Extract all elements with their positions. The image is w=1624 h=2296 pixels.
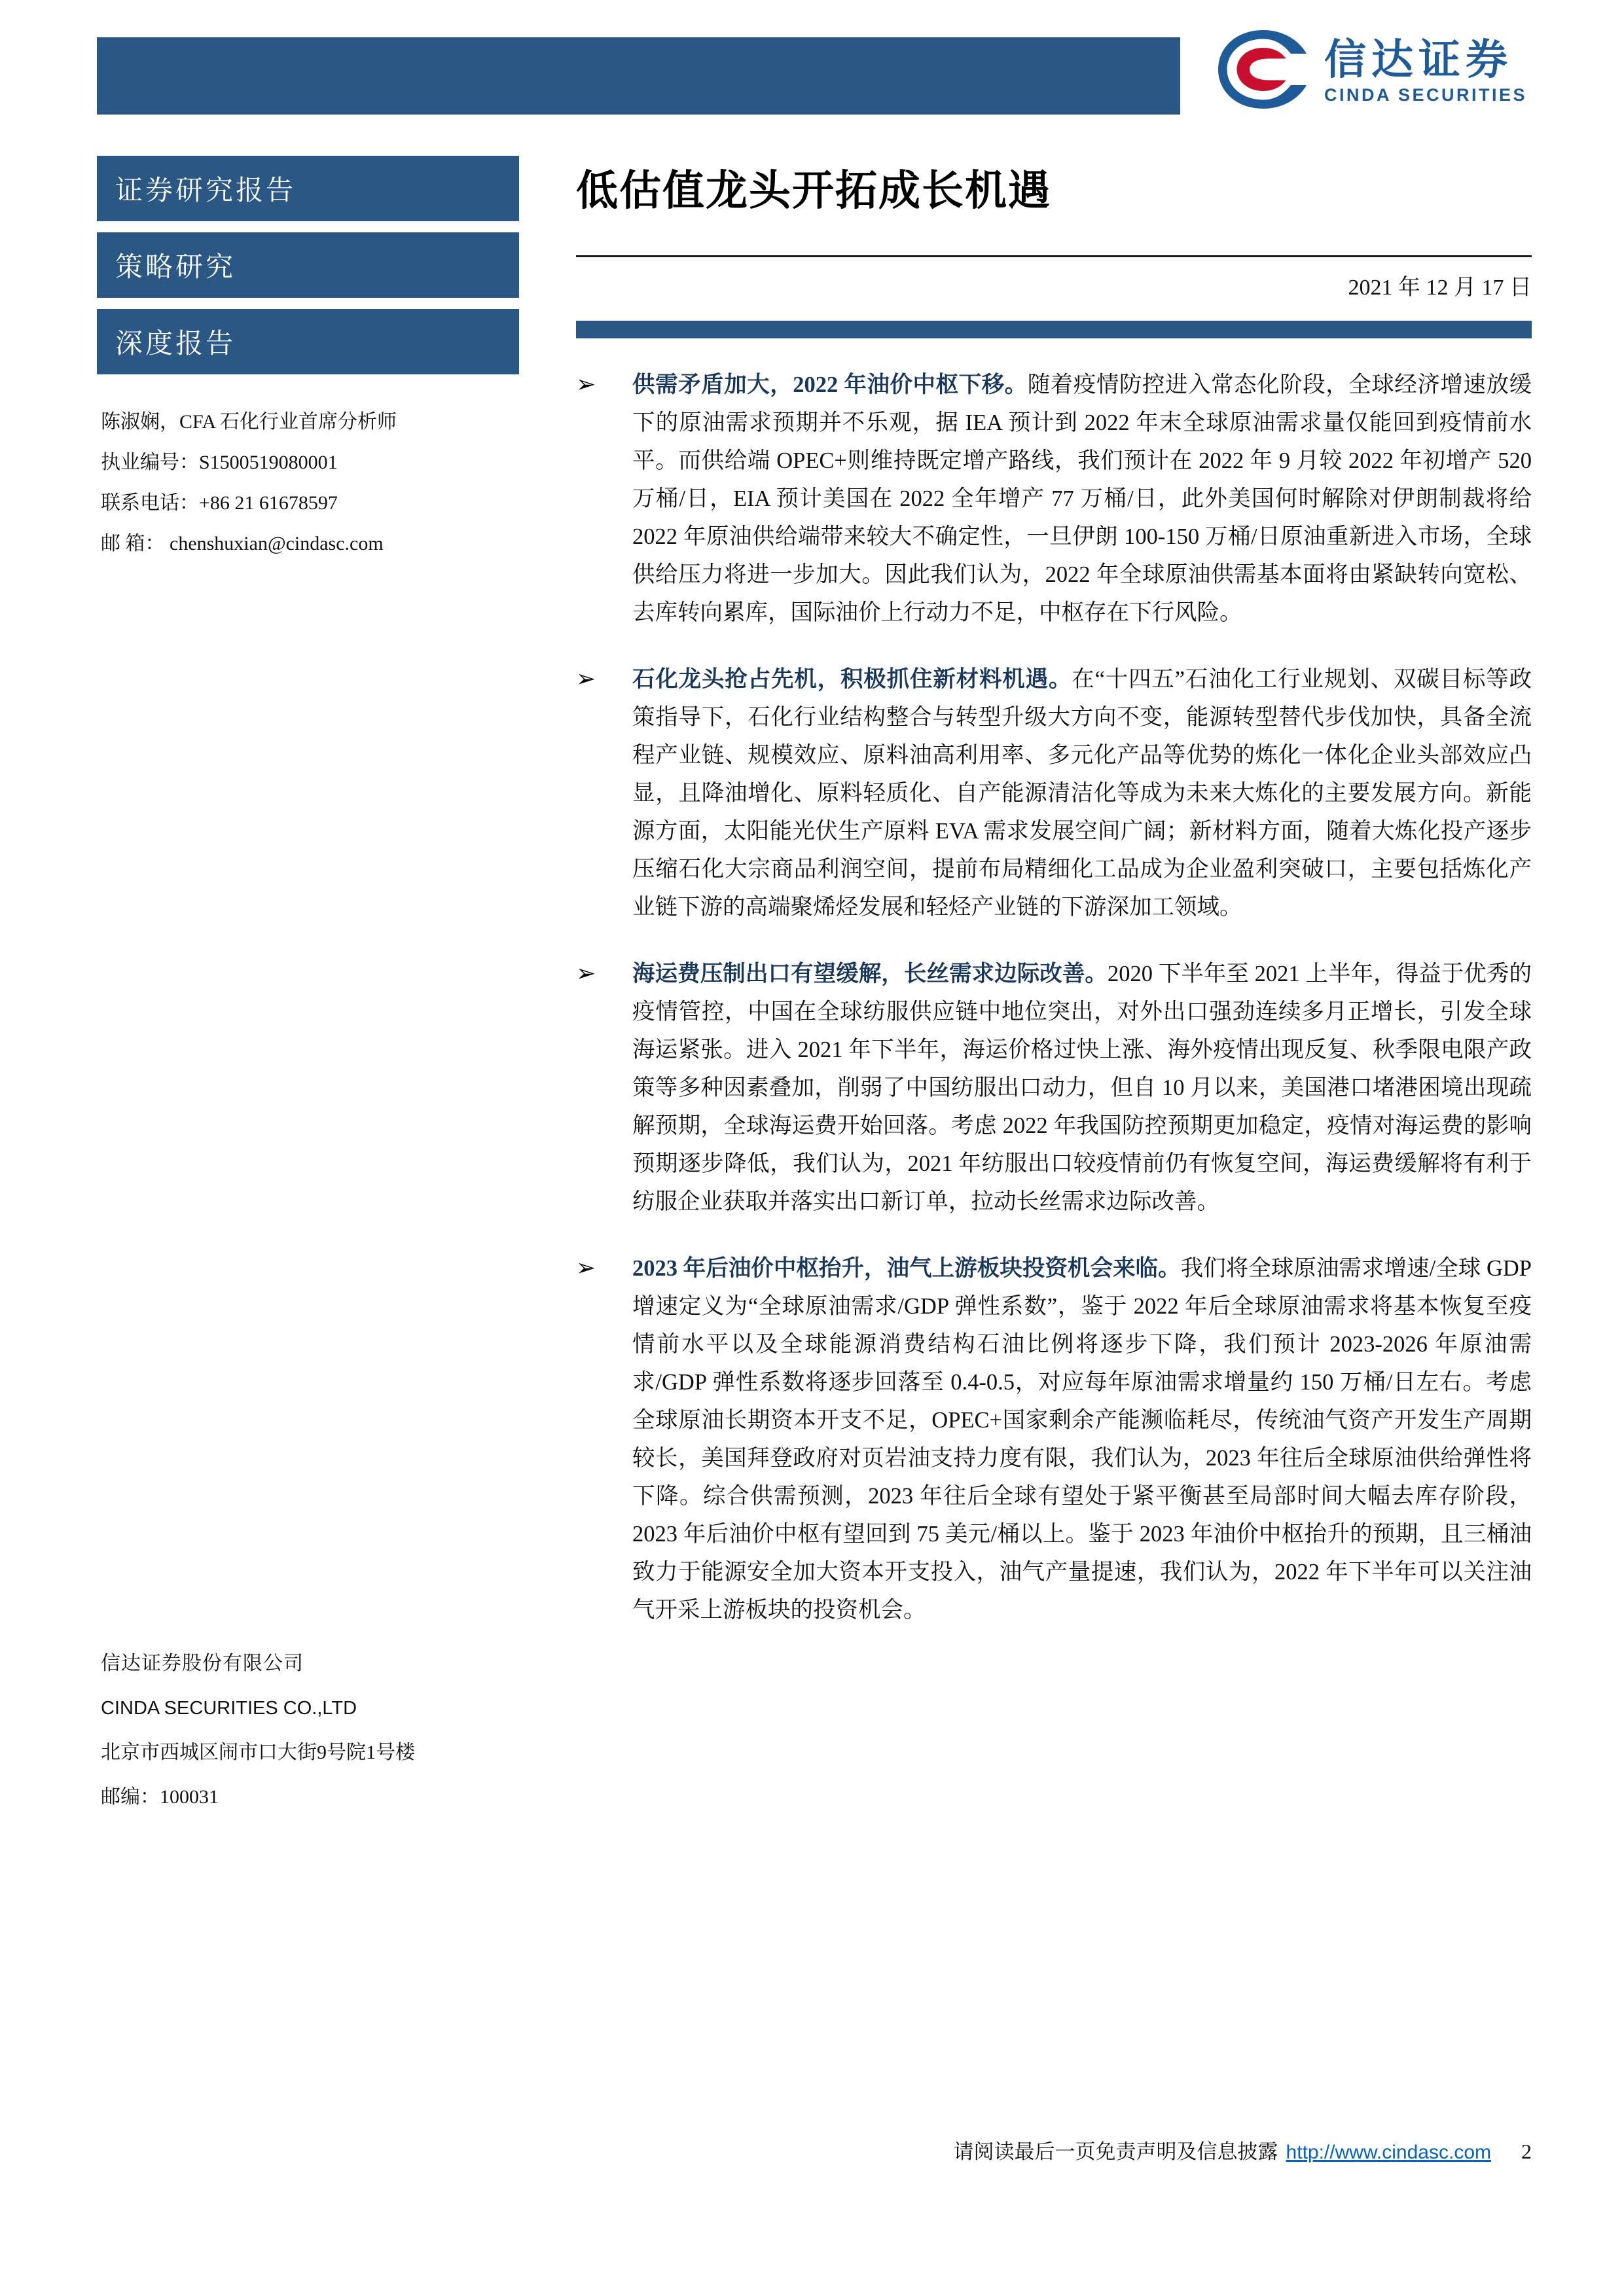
company-postcode: 邮编：100031 bbox=[101, 1786, 219, 1808]
title-divider bbox=[576, 255, 1532, 257]
bullet-lead: 海运费压制出口有望缓解，长丝需求边际改善。 bbox=[632, 961, 1108, 986]
bullet-paragraph bbox=[632, 366, 1532, 632]
page-footer bbox=[576, 2135, 1532, 2164]
bullet-lead: 供需矛盾加大，2022 年油价中枢下移。 bbox=[632, 372, 1028, 397]
analyst-email: 邮 箱： chenshuxian@cindasc.com bbox=[101, 533, 384, 554]
bullet-body: 2020 下半年至 2021 上半年，得益于优秀的疫情管控，中国在全球纺服供应链中地位突出，对外出口强劲连续多月正增长，引发全球海运紧张。进入 2021 年下半年，海运价格过快上涨、海外疫情出现反复、秋季限电限产政策等多种因素叠加，削弱了中国纺服出口动力，但自 10 月以来，美国港口堵港困境出现疏解预期，全球海运费开始回落。考虑 2022 年我国防控预期更加稳定，疫情对海运费的影响预期逐步降低，我们认为，2021 年纺服出口较疫情前仍有恢复空间，海运费缓解将有利于纺服企业获取并落实出口新订单，拉动长丝需求边际改善。 bbox=[632, 961, 1532, 1214]
bullet-body: 随着疫情防控进入常态化阶段，全球经济增速放缓下的原油需求预期并不乐观，据 IEA 预计到 2022 年末全球原油需求量仅能回到疫情前水平。而供给端 OPEC+则维持既定增产路线，我们预计在 2022 年 9 月较 2022 年初增产 520 万桶/日，EIA 预计美国在 2022 全年增产 77 万桶/日，此外美国何时解除对伊朗制裁将给 2022 年原油供给端带来较大不确定性，一旦伊朗 100-150 万桶/日原油重新进入市场，全球供给压力将进一步加大。因此我们认为，2022 年全球原油供需基本面将由紧缺转向宽松、去库转向累库，国际油价上行动力不足，中枢存在下行风险。 bbox=[632, 372, 1532, 625]
arrow-bullet-icon: ➢ bbox=[576, 371, 596, 398]
list-item bbox=[576, 366, 1532, 632]
analyst-info bbox=[97, 402, 519, 564]
analyst-phone: 联系电话：+86 21 61678597 bbox=[101, 492, 338, 514]
company-address: 北京市西城区闹市口大街9号院1号楼 bbox=[101, 1742, 415, 1763]
bullet-lead: 石化龙头抢占先机，积极抓住新材料机遇。 bbox=[632, 667, 1072, 692]
bullet-body: 在“十四五”石油化工行业规划、双碳目标等政策指导下，石化行业结构整合与转型升级大方向不变，能源转型替代步伐加快，具备全流程产业链、规模效应、原料油高利用率、多元化产品等优势的炼化一体化企业头部效应凸显，且降油增化、原料轻质化、自产能源清洁化等成为未来大炼化的主要发展方向。新能源方面，太阳能光伏生产原料 EVA 需求发展空间广阔；新材料方面，随着大炼化投产逐步压缩石化大宗商品利润空间，提前布局精细化工品成为企业盈利突破口，主要包括炼化产业链下游的高端聚烯烃发展和轻烃产业链的下游深加工领域。 bbox=[632, 667, 1532, 920]
report-date: 2021 年 12 月 17 日 bbox=[1348, 276, 1532, 300]
arrow-bullet-icon: ➢ bbox=[576, 1255, 596, 1282]
footer-disclaimer: 请阅读最后一页免责声明及信息披露 bbox=[953, 2140, 1278, 2163]
cinda-swoosh-icon bbox=[1214, 26, 1312, 116]
bullet-paragraph bbox=[632, 955, 1532, 1221]
page-number: 2 bbox=[1521, 2140, 1532, 2163]
arrow-bullet-icon: ➢ bbox=[576, 666, 596, 692]
header-blue-bar bbox=[97, 37, 1180, 115]
company-address-block bbox=[101, 1641, 415, 1820]
sidebar bbox=[97, 156, 519, 564]
bullet-lead: 2023 年后油价中枢抬升，油气上游板块投资机会来临。 bbox=[632, 1256, 1181, 1281]
arrow-bullet-icon: ➢ bbox=[576, 960, 596, 987]
analyst-license-no: 执业编号：S1500519080001 bbox=[101, 452, 338, 473]
logo-name-cn: 信达证券 bbox=[1324, 36, 1513, 83]
summary-bullet-list bbox=[576, 366, 1532, 1629]
bullet-body: 我们将全球原油需求增速/全球 GDP 增速定义为“全球原油需求/GDP 弹性系数”，鉴于 2022 年后全球原油需求将基本恢复至疫情前水平以及全球能源消费结构石油比例将逐步下降，我们预计 2023-2026 年原油需求/GDP 弹性系数将逐步回落至 0.4-0.5，对应每年原油需求增量约 150 万桶/日左右。考虑全球原油长期资本开支不足，OPEC+国家剩余产能濒临耗尽，传统油气资产开发生产周期较长，美国拜登政府对页岩油支持力度有限，我们认为，2023 年往后全球原油供给弹性将下降。综合供需预测，2023 年往后全球有望处于紧平衡甚至局部时间大幅去库存阶段，2023 年后油价中枢有望回到 75 美元/桶以上。鉴于 2023 年油价中枢抬升的预期，且三桶油致力于能源安全加大资本开支投入，油气产量提速，我们认为，2022 年下半年可以关注油气开采上游板块的投资机会。 bbox=[632, 1256, 1532, 1623]
sidebar-tag-research-category: 策略研究 bbox=[97, 232, 519, 298]
list-item bbox=[576, 955, 1532, 1221]
list-item bbox=[576, 660, 1532, 926]
bullet-paragraph bbox=[632, 1249, 1532, 1629]
list-item bbox=[576, 1249, 1532, 1629]
company-logo bbox=[1214, 26, 1527, 116]
logo-name-en: CINDA SECURITIES bbox=[1324, 84, 1527, 105]
page-title: 低估值龙头开拓成长机遇 bbox=[576, 168, 1051, 214]
company-name-en: CINDA SECURITIES CO.,LTD bbox=[101, 1698, 357, 1719]
footer-website-link[interactable]: http://www.cindasc.com bbox=[1286, 2142, 1491, 2163]
analyst-name-title: 陈淑娴，CFA 石化行业首席分析师 bbox=[101, 411, 397, 433]
company-name-cn: 信达证券股份有限公司 bbox=[101, 1653, 304, 1674]
bullet-paragraph bbox=[632, 660, 1532, 926]
section-divider-band bbox=[576, 321, 1532, 338]
sidebar-tag-report-type: 证券研究报告 bbox=[97, 156, 519, 221]
sidebar-tag-report-depth: 深度报告 bbox=[97, 309, 519, 374]
main-content bbox=[576, 157, 1532, 1629]
